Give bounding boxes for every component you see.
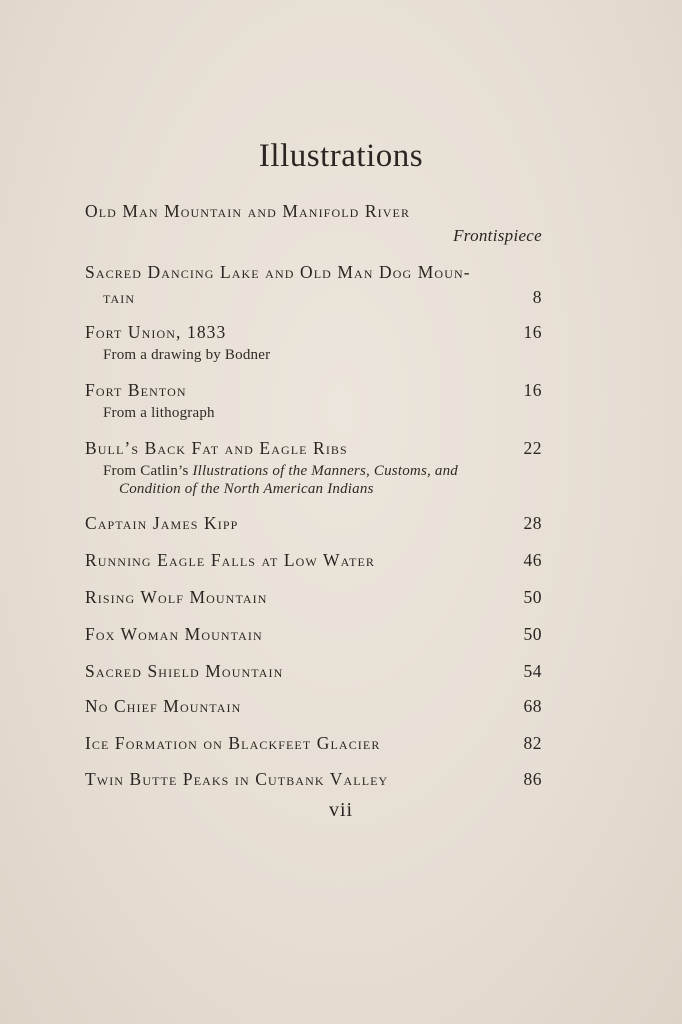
entry-subtitle bbox=[103, 462, 458, 480]
entry-title: Fox Woman Mountain bbox=[85, 624, 263, 644]
page-title: Illustrations bbox=[258, 138, 424, 174]
page-number: 86 bbox=[523, 769, 542, 789]
list-item bbox=[85, 661, 542, 681]
entry-subtitle-prefix: From Catlin’s bbox=[103, 463, 189, 479]
list-item bbox=[85, 624, 542, 644]
list-item bbox=[85, 769, 542, 789]
page-number: 46 bbox=[523, 550, 542, 570]
entry-title: Old Man Mountain and Manifold River bbox=[85, 201, 411, 221]
page-number: 50 bbox=[523, 624, 542, 644]
entry-title: Sacred Dancing Lake and Old Man Dog Moun- bbox=[85, 262, 471, 282]
entry-title: No Chief Mountain bbox=[85, 696, 242, 716]
page-number: 8 bbox=[532, 287, 542, 307]
entry-title: Running Eagle Falls at Low Water bbox=[85, 550, 376, 570]
list-item bbox=[85, 201, 542, 221]
list-item bbox=[85, 262, 542, 282]
entry-title-continued: tain bbox=[103, 287, 136, 307]
page-number: 50 bbox=[523, 587, 542, 607]
entry-title: Fort Union, 1833 bbox=[85, 322, 227, 342]
entry-subtitle-italic-continued: Condition of the North American Indians bbox=[119, 481, 374, 497]
illustrations-list bbox=[85, 0, 542, 1024]
entry-subtitle: From a lithograph bbox=[103, 405, 215, 421]
entry-subtitle-continuation bbox=[119, 480, 374, 498]
entry-subtitle-italic: Illustrations of the Manners, Customs, and bbox=[192, 463, 458, 479]
entry-title: Twin Butte Peaks in Cutbank Valley bbox=[85, 769, 389, 789]
list-item-continuation bbox=[103, 287, 542, 307]
list-item bbox=[85, 513, 542, 533]
page-number: 16 bbox=[523, 380, 542, 400]
entry-title: Rising Wolf Mountain bbox=[85, 587, 268, 607]
list-item bbox=[85, 587, 542, 607]
entry-title: Fort Benton bbox=[85, 380, 187, 400]
entry-title: Bull’s Back Fat and Eagle Ribs bbox=[85, 438, 348, 458]
page-number: 22 bbox=[523, 438, 542, 458]
entry-title: Ice Formation on Blackfeet Glacier bbox=[85, 733, 381, 753]
page-number: 54 bbox=[523, 661, 542, 681]
list-item bbox=[85, 438, 542, 458]
page-number: 16 bbox=[523, 322, 542, 342]
frontispiece-label: Frontispiece bbox=[453, 226, 542, 245]
list-item bbox=[85, 322, 542, 342]
entry-title: Captain James Kipp bbox=[85, 513, 239, 533]
list-item bbox=[85, 380, 542, 400]
page-number: 82 bbox=[523, 733, 542, 753]
entry-subtitle: From a drawing by Bodner bbox=[103, 347, 271, 363]
list-item bbox=[85, 696, 542, 716]
entry-title: Sacred Shield Mountain bbox=[85, 661, 284, 681]
list-item bbox=[85, 550, 542, 570]
list-item bbox=[85, 733, 542, 753]
page-number: 68 bbox=[523, 696, 542, 716]
folio-page-number: vii bbox=[328, 799, 354, 821]
page-number: 28 bbox=[523, 513, 542, 533]
